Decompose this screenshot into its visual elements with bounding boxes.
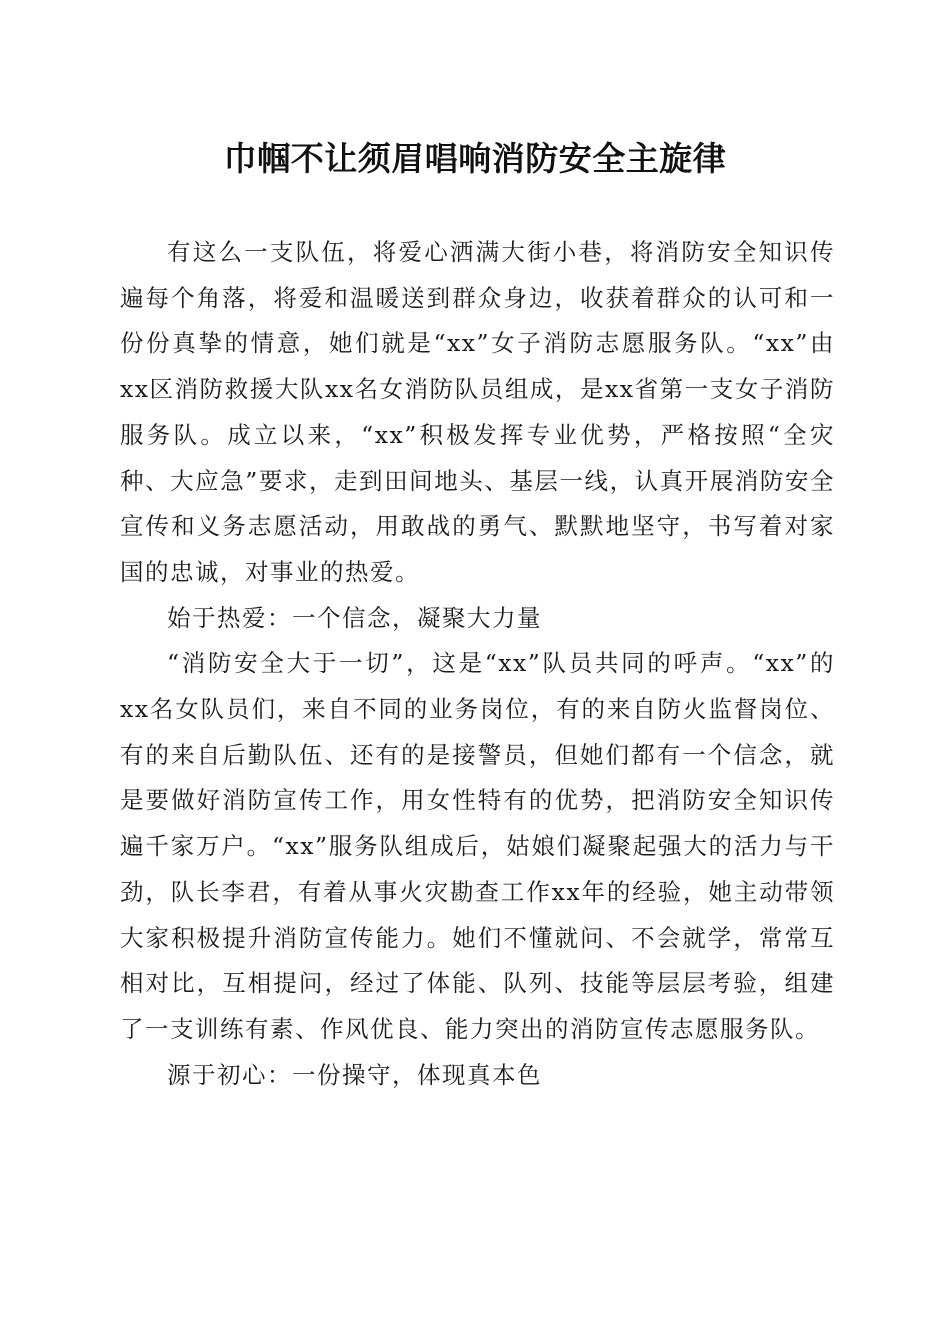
paragraph-intro: 有这么一支队伍，将爱心洒满大街小巷，将消防安全知识传遍每个角落，将爱和温暖送到群众身边，收获着群众的认可和一份份真挚的情意，她们就是“xx”女子消防志愿服务队。“xx”由xx区消防救援大队xx名女消防队员组成，是xx省第一支女子消防服务队。成立以来，“xx”积极发挥专业优势，严格按照“全灾种、大应急”要求，走到田间地头、基层一线，认真开展消防安全宣传和义务志愿活动，用敢战的勇气、默默地坚守，书写着对家国的忠诚，对事业的热爱。 (120, 238, 835, 586)
section-heading-passion: 始于热爱：一个信念，凝聚大力量 (167, 603, 542, 632)
paragraph-passion: “消防安全大于一切”，这是“xx”队员共同的呼声。“xx”的xx名女队员们，来自不同的业务岗位，有的来自防火监督岗位、有的来自后勤队伍、还有的是接警员，但她们都有一个信念，就是要做好消防宣传工作，用女性特有的优势，把消防安全知识传遍千家万户。“xx”服务队组成后，姑娘们凝聚起强大的活力与干劲，队长李君，有着从事火灾勘查工作xx年的经验，她主动带领大家积极提升消防宣传能力。她们不懂就问、不会就学，常常互相对比，互相提问，经过了体能、队列、技能等层层考验，组建了一支训练有素、作风优良、能力突出的消防宣传志愿服务队。 (120, 649, 835, 1043)
document-body (120, 230, 835, 1098)
section-heading-original-aspiration: 源于初心：一份操守，体现真本色 (167, 1060, 542, 1089)
document-title: 巾帼不让须眉唱响消防安全主旋律 (223, 139, 727, 178)
